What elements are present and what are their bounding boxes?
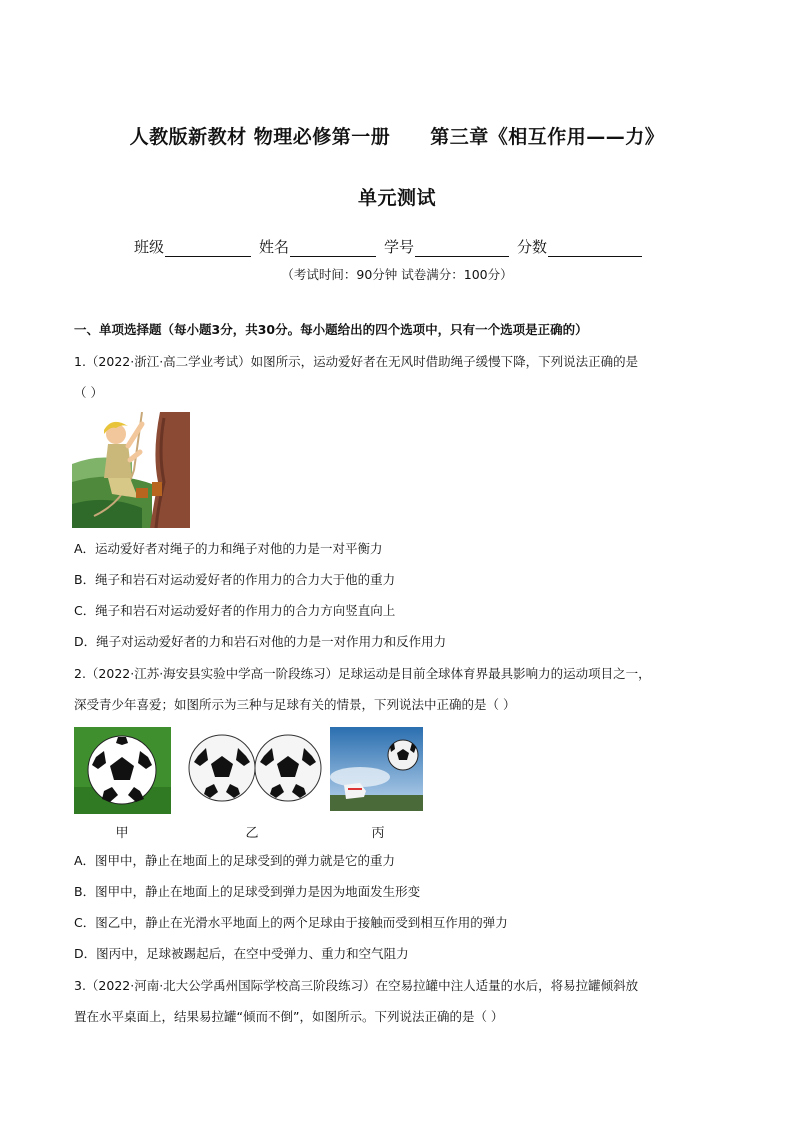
q2-stem-line1: 2.（2022·江苏·海安县实验中学高一阶段练习）足球运动是目前全球体育界最具影响力的运动项目之一， — [74, 666, 651, 681]
page-subtitle: 单元测试 — [357, 187, 436, 209]
title-book: 人教版新教材 物理必修第一册 — [129, 126, 391, 148]
q2-option-a: A．图甲中，静止在地面上的足球受到的弹力就是它的重力 — [74, 853, 396, 868]
student-info-row — [134, 236, 650, 257]
section-heading: 一、单项选择题（每小题3分，共30分。每小题给出的四个选项中，只有一个选项是正确的） — [74, 322, 588, 337]
kicked-football-image — [330, 727, 423, 811]
student-id-field[interactable]: 学号 — [384, 236, 509, 257]
football-on-grass-image — [74, 727, 171, 814]
q2-option-d: D．图丙中，足球被踢起后，在空中受弹力、重力和空气阻力 — [74, 946, 409, 961]
class-field[interactable]: 班级 — [134, 236, 251, 257]
q1-option-b: B．绳子和岩石对运动爱好者的作用力的合力大于他的重力 — [74, 572, 396, 587]
q2-option-c: C．图乙中，静止在光滑水平地面上的两个足球由于接触而受到相互作用的弹力 — [74, 915, 508, 930]
q2-option-b: B．图甲中，静止在地面上的足球受到弹力是因为地面发生形变 — [74, 884, 421, 899]
q1-option-d: D．绳子对运动爱好者的力和岩石对他的力是一对作用力和反作用力 — [74, 634, 447, 649]
caption-yi: 乙 — [245, 826, 259, 841]
q3-stem-line1: 3.（2022·河南·北大公学禹州国际学校高三阶段练习）在空易拉罐中注人适量的水后，将易拉罐倾斜放 — [74, 978, 639, 993]
q3-stem-line2: 置在水平桌面上，结果易拉罐“倾而不倒”，如图所示。下列说法正确的是（ ） — [74, 1009, 504, 1024]
q2-stem-line2: 深受青少年喜爱；如图所示为三种与足球有关的情景，下列说法中正确的是（ ） — [74, 697, 516, 712]
caption-jia: 甲 — [115, 826, 129, 841]
score-field[interactable]: 分数 — [517, 236, 642, 257]
two-footballs-image — [188, 732, 324, 804]
page-title — [0, 122, 794, 149]
title-chapter: 第三章《相互作用——力》 — [430, 126, 665, 148]
q1-option-c: C．绳子和岩石对运动爱好者的作用力的合力方向竖直向上 — [74, 603, 396, 618]
q1-stem-line2: （ ） — [74, 385, 103, 400]
caption-bing: 丙 — [371, 826, 385, 841]
name-field[interactable]: 姓名 — [259, 236, 376, 257]
exam-note: （考试时间：90分钟 试卷满分：100分） — [281, 267, 513, 282]
climber-illustration — [72, 412, 190, 528]
q1-option-a: A．运动爱好者对绳子的力和绳子对他的力是一对平衡力 — [74, 541, 383, 556]
q1-stem-line1: 1.（2022·浙江·高二学业考试）如图所示，运动爱好者在无风时借助绳子缓慢下降，下列说法正确的是 — [74, 354, 639, 369]
